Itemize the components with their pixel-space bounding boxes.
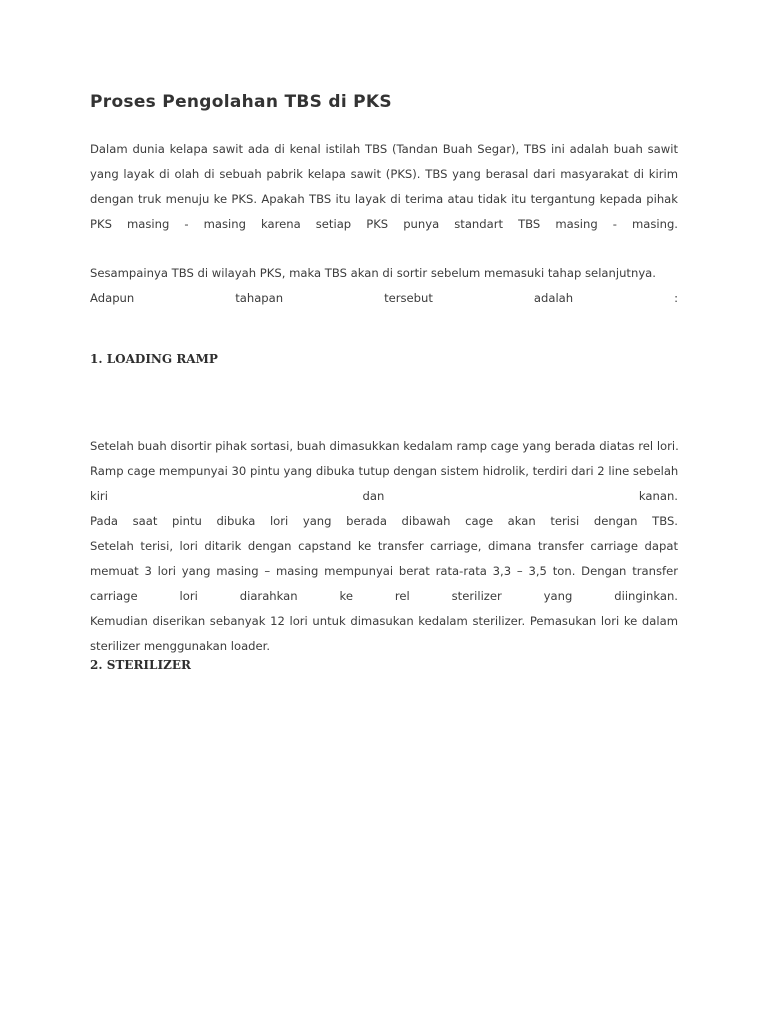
intro-paragraph (90, 137, 678, 237)
text-line: memuat 3 lori yang masing – masing mempunyai berat rata-rata 3,3 – 3,5 ton. Dengan transfer (90, 564, 678, 578)
text-line: Setelah buah disortir pihak sortasi, buah dimasukkan kedalam ramp cage yang berada diatas rel lori. (90, 439, 679, 453)
text-line: PKS masing - masing karena setiap PKS punya standart TBS masing - masing. (90, 217, 678, 231)
text-line: Sesampainya TBS di wilayah PKS, maka TBS akan di sortir sebelum memasuki tahap selanjutnya. (90, 266, 656, 280)
page-title: Proses Pengolahan TBS di PKS (90, 92, 392, 112)
text-line: yang layak di olah di sebuah pabrik kelapa sawit (PKS). TBS yang berasal dari masyarakat di kirim (90, 167, 678, 181)
text-line: Pada saat pintu dibuka lori yang berada dibawah cage akan terisi dengan TBS. (90, 514, 678, 528)
text-line: Ramp cage mempunyai 30 pintu yang dibuka tutup dengan sistem hidrolik, terdiri dari 2 line sebelah (90, 464, 679, 478)
text-line: Adapun tahapan tersebut adalah : (90, 291, 678, 305)
text-line: Kemudian diserikan sebanyak 12 lori untuk dimasukan kedalam sterilizer. Pemasukan lori ke dalam (90, 614, 678, 628)
section-heading-loading-ramp: 1. LOADING RAMP (90, 352, 218, 366)
text-line: Dalam dunia kelapa sawit ada di kenal istilah TBS (Tandan Buah Segar), TBS ini adalah buah sawit (90, 142, 678, 156)
stages-intro-paragraph (90, 261, 678, 311)
text-line: dengan truk menuju ke PKS. Apakah TBS itu layak di terima atau tidak itu tergantung kepada pihak (90, 192, 678, 206)
loading-ramp-paragraph (90, 434, 678, 659)
text-line: carriage lori diarahkan ke rel sterilizer yang diinginkan. (90, 589, 678, 603)
text-line: kiri dan kanan. (90, 489, 678, 503)
text-line: Setelah terisi, lori ditarik dengan capstand ke transfer carriage, dimana transfer carriage dapat (90, 539, 678, 553)
text-line: sterilizer menggunakan loader. (90, 639, 271, 653)
section-heading-sterilizer: 2. STERILIZER (90, 658, 191, 672)
